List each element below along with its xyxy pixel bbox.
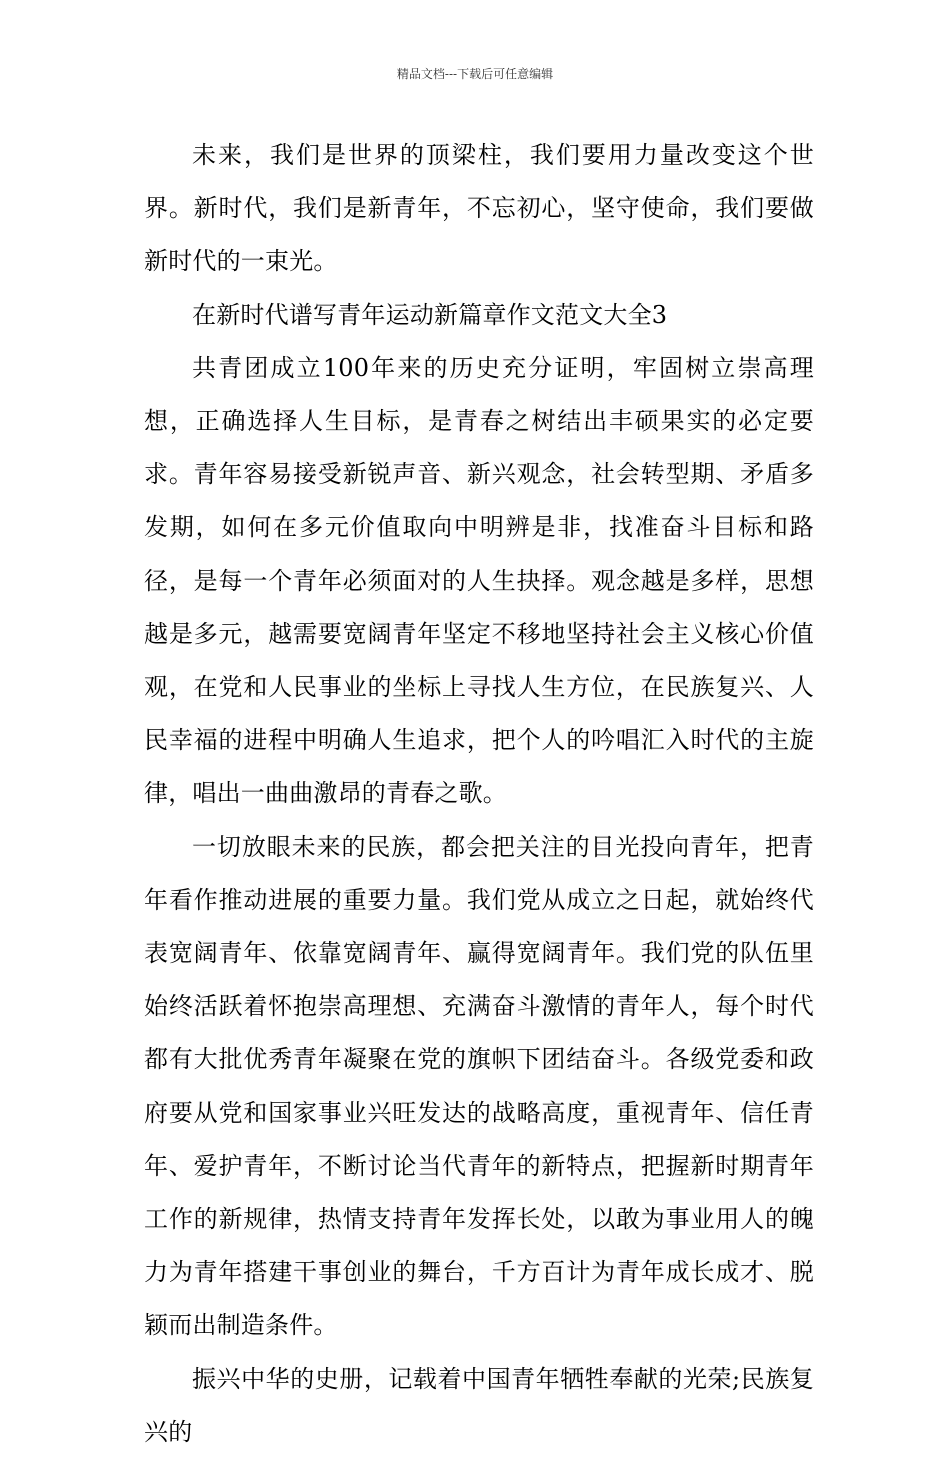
paragraph-continuation: 未来，我们是世界的顶梁柱，我们要用力量改变这个世界。新时代，我们是新青年，不忘初心，坚守使命，我们要做新时代的一束光。 [144, 141, 814, 276]
page-header: 精品文档---下载后可任意编辑 [396, 67, 554, 81]
paragraph-revival: 振兴中华的史册，记载着中国青年牺牲奉献的光荣;民族复兴的 [144, 1364, 814, 1446]
document-body [144, 129, 814, 1459]
section-title: 在新时代谱写青年运动新篇章作文范文大全3 [192, 300, 668, 329]
paragraph-ideals: 共青团成立100年来的历史充分证明，牢固树立崇高理想，正确选择人生目标，是青春之树结出丰硕果实的必定要求。青年容易接受新锐声音、新兴观念，社会转型期、矛盾多发期，如何在多元价值取向中明辨是非，找准奋斗目标和路径，是每一个青年必须面对的人生抉择。观念越是多样，思想越是多元，越需要宽阔青年坚定不移地坚持社会主义核心价值观，在党和人民事业的坐标上寻找人生方位，在民族复兴、人民幸福的进程中明确人生追求，把个人的吟唱汇入时代的主旋律，唱出一曲曲激昂的青春之歌。 [144, 353, 814, 808]
paragraph-future: 一切放眼未来的民族，都会把关注的目光投向青年，把青年看作推动进展的重要力量。我们党从成立之日起，就始终代表宽阔青年、依靠宽阔青年、赢得宽阔青年。我们党的队伍里始终活跃着怀抱崇高理想、充满奋斗激情的青年人，每个时代都有大批优秀青年凝聚在党的旗帜下团结奋斗。各级党委和政府要从党和国家事业兴旺发达的战略高度，重视青年、信任青年、爱护青年，不断讨论当代青年的新特点，把握新时期青年工作的新规律，热情支持青年发挥长处，以敢为事业用人的魄力为青年搭建干事创业的舞台，千方百计为青年成长成才、脱颖而出制造条件。 [144, 832, 814, 1340]
